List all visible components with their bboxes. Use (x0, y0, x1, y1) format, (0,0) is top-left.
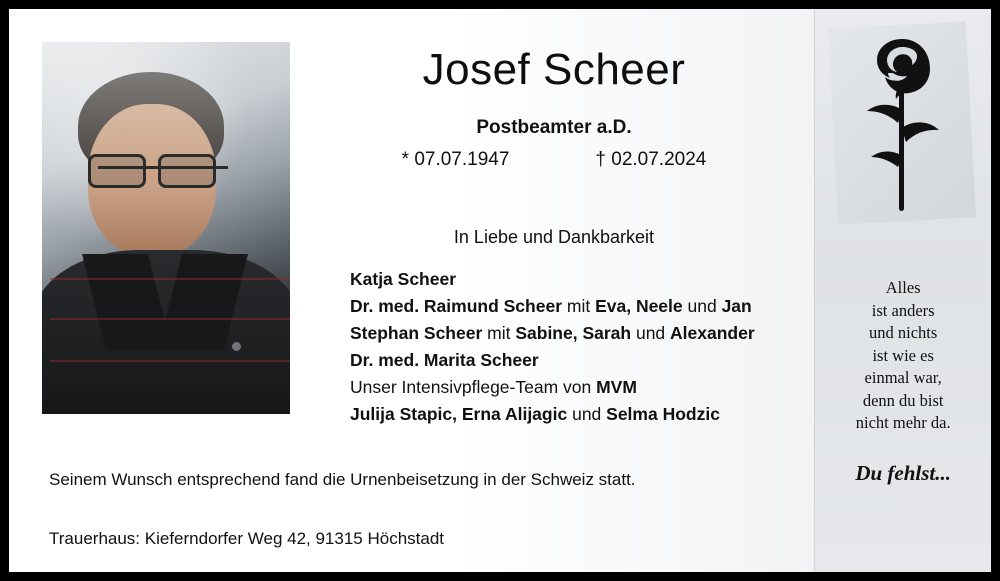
burial-note: Seinem Wunsch entsprechend fand die Urnenbeisetzung in der Schweiz statt. (49, 470, 636, 489)
mourner-line (350, 347, 800, 374)
closing-text: Du fehlst... (855, 461, 952, 485)
mourner-connector: und (682, 296, 722, 316)
mourner-name: Selma Hodzic (606, 404, 720, 424)
sidebar-column (814, 9, 991, 572)
dedication-text: In Liebe und Dankbarkeit (453, 227, 655, 247)
portrait-shirt-stripe (50, 278, 290, 280)
mourner-line (350, 293, 800, 320)
mourner-connector: Unser Intensivpflege-Team von (350, 377, 597, 397)
verse-line: ist anders (871, 300, 935, 320)
mourner-name: Julija Stapic, Erna Alijagic (350, 404, 568, 424)
verse-line: einmal war, (864, 368, 942, 387)
verse-line: nicht mehr da. (855, 413, 951, 432)
portrait-shirt-stripe (50, 360, 290, 362)
glasses-icon (86, 154, 218, 184)
portrait-photo (42, 42, 290, 414)
life-dates (309, 149, 799, 171)
mourner-connector: und (631, 323, 671, 343)
mourner-name: MVM (596, 377, 637, 397)
main-column (9, 9, 814, 572)
verse-line: ist wie es (872, 345, 934, 365)
verse-text (823, 277, 983, 435)
verse-line: und nichts (869, 323, 938, 342)
mourner-name: Eva, Neele (595, 296, 683, 316)
mourning-house-address: Trauerhaus: Kieferndorfer Weg 42, 91315 Höchstadt (49, 529, 445, 548)
mourner-line (350, 320, 800, 347)
verse-line: Alles (885, 278, 921, 297)
mourner-connector: mit (482, 323, 516, 343)
portrait-shirt-button (232, 342, 241, 351)
mourner-name: Stephan Scheer (350, 323, 483, 343)
deceased-title: Postbeamter a.D. (476, 117, 632, 138)
mourner-name: Dr. med. Marita Scheer (350, 350, 539, 370)
death-date: † 02.07.2024 (595, 149, 707, 170)
portrait-shirt-stripe (50, 318, 290, 320)
mourner-name: Jan (721, 296, 752, 316)
birth-date: * 07.07.1947 (401, 149, 510, 170)
mourner-connector: und (567, 404, 607, 424)
mourner-connector: mit (562, 296, 596, 316)
black-rose-icon (841, 31, 963, 221)
mourner-name: Dr. med. Raimund Scheer (350, 296, 563, 316)
mourners-list (350, 266, 800, 428)
verse-line: denn du bist (862, 390, 944, 410)
portrait-image (42, 42, 290, 414)
deceased-name: Josef Scheer (422, 45, 686, 94)
mourner-line (350, 401, 800, 428)
mourner-line (350, 374, 800, 401)
mourner-name: Sabine, Sarah (515, 323, 632, 343)
mourner-name: Katja Scheer (350, 269, 457, 289)
mourner-name: Alexander (670, 323, 755, 343)
mourner-line (350, 266, 800, 293)
